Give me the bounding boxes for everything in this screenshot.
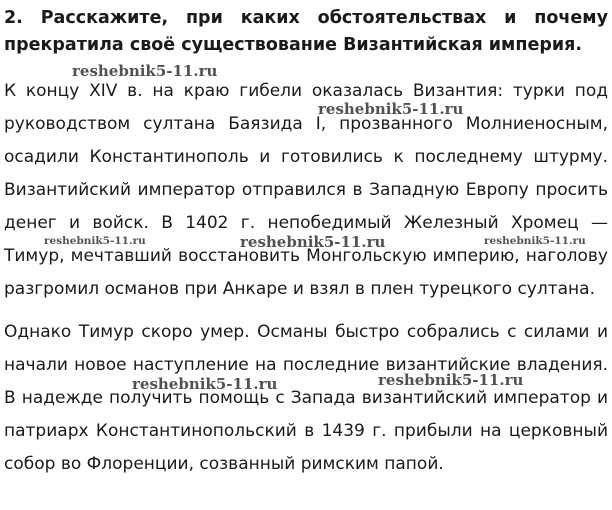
watermark: reshebnik5-11.ru xyxy=(378,371,524,389)
watermark: reshebnik5-11.ru xyxy=(132,375,278,393)
answer-paragraph-2: Однако Тимур скоро умер. Османы быстро собрались с силами и начали новое наступление на последние византийские владения. В надежде получить помощь с Запада византийский император и патриарх Константинопольский в 1439 г. прибыли на церковный собор во Флоренции, созванный римским папой. xyxy=(4,322,608,474)
question-heading: 2. Расскажите, при каких обстоятельствах и почему прекратила своё существование Византийская империя. xyxy=(4,8,608,55)
watermark: reshebnik5-11.ru xyxy=(240,233,386,251)
answer-paragraph-1: К концу XIV в. на краю гибели оказалась Византия: турки под руководством султана Баязида I, прозванного Молниеносным, осадили Константинополь и готовились к последнему штурму. Византийский император отправился в Западную Европу просить денег и войск. В 1402 г. непобедимый Железный Хромец — Тимур, мечтавший восстановить Монгольскую империю, наголову разгромил османов при Анкаре и взял в плен турецкого султана. xyxy=(4,81,608,299)
watermark: reshebnik5-11.ru xyxy=(44,235,146,247)
watermark: reshebnik5-11.ru xyxy=(318,100,464,118)
watermark: reshebnik5-11.ru xyxy=(484,235,586,247)
watermark: reshebnik5-11.ru xyxy=(72,62,218,80)
